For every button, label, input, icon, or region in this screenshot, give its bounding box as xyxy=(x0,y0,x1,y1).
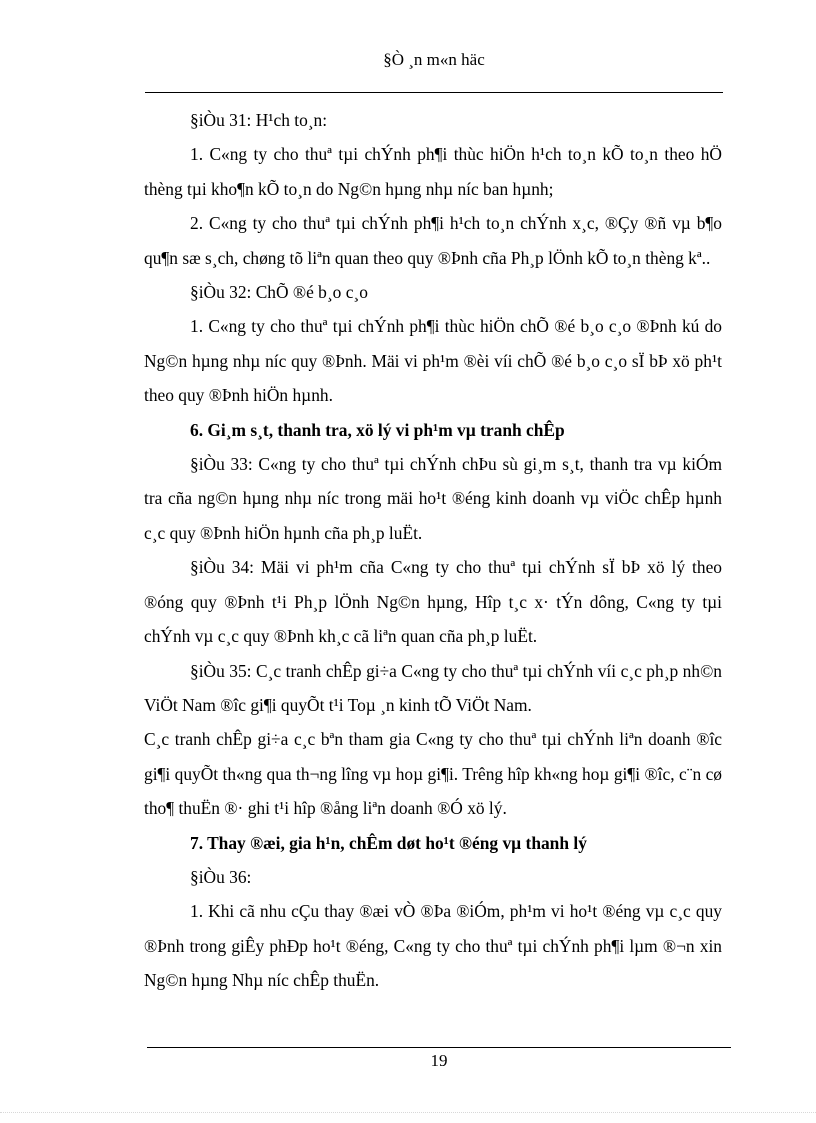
article-32-heading: §iÒu 32: ChÕ ®é b¸o c¸o xyxy=(190,282,368,303)
section-6-heading: 6. Gi¸m s¸t, thanh tra, xö lý vi ph¹m vµ tranh chÊp xyxy=(190,419,565,440)
article-31-clause-2: 2. C«ng ty cho thuª tµi chÝnh ph¶i h¹ch to¸n chÝnh x¸c, ®Çy ®ñ vµ b¶o qu¶n sæ s¸ch, chøng tõ liªn quan theo quy ®Þnh cña Ph¸p lÖnh kÕ to¸n thèng kª.. xyxy=(144,213,722,268)
article-32-clause-1: 1. C«ng ty cho thuª tµi chÝnh ph¶i thùc hiÖn chÕ ®é b¸o c¸o ®Þnh kú do Ng©n hµng nhµ níc quy ®Þnh. Mäi vi ph¹m ®èi víi chÕ ®é b¸o c¸o sÏ bÞ xö ph¹t theo quy ®Þnh hiÖn hµnh. xyxy=(144,316,722,406)
header-rule xyxy=(145,92,723,93)
article-35: §iÒu 35: C¸c tranh chÊp gi÷a C«ng ty cho thuª tµi chÝnh víi c¸c ph¸p nh©n ViÖt Nam ®îc gi¶i quyÕt t¹i Toµ ¸n kinh tÕ ViÖt Nam. xyxy=(144,660,722,715)
page-number: 19 xyxy=(430,1051,448,1070)
article-36-heading: §iÒu 36: xyxy=(190,866,252,887)
article-35-continuation: C¸c tranh chÊp gi÷a c¸c bªn tham gia C«ng ty cho thuª tµi chÝnh liªn doanh ®îc gi¶i quyÕt th«ng qua th¬ng lîng vµ hoµ gi¶i. Trêng hîp kh«ng hoµ gi¶i ®îc, c¨n cø tho¶ thuËn ®· ghi t¹i hîp ®ång liªn doanh ®Ó xö lý. xyxy=(144,729,722,819)
page-edge-divider xyxy=(0,1112,816,1113)
article-31-heading: §iÒu 31: H¹ch to¸n: xyxy=(190,110,328,130)
article-31-clause-1: 1. C«ng ty cho thuª tµi chÝnh ph¶i thùc hiÖn h¹ch to¸n kÕ to¸n theo hÖ thèng tµi kho¶n kÕ to¸n do Ng©n hµng nhµ níc ban hµnh; xyxy=(144,144,722,199)
article-33: §iÒu 33: C«ng ty cho thuª tµi chÝnh chÞu sù gi¸m s¸t, thanh tra vµ kiÓm tra cña ng©n hµng nhµ níc trong mäi ho¹t ®éng kinh doanh vµ viÖc chÊp hµnh c¸c quy ®Þnh hiÖn hµnh cña ph¸p luËt. xyxy=(144,454,722,543)
page-header: §Ò ¸n m«n häc xyxy=(383,50,485,69)
section-7-heading: 7. Thay ®æi, gia h¹n, chÊm døt ho¹t ®éng vµ thanh lý xyxy=(190,832,587,853)
document-body xyxy=(144,103,722,998)
article-36-clause-1: 1. Khi cã nhu cÇu thay ®æi vÒ ®Þa ®iÓm, ph¹m vi ho¹t ®éng vµ c¸c quy ®Þnh trong giÊy phÐp ho¹t ®éng, C«ng ty cho thuª tµi chÝnh ph¶i lµm ®¬n xin Ng©n hµng Nhµ níc chÊp thuËn. xyxy=(144,901,722,991)
article-34: §iÒu 34: Mäi vi ph¹m cña C«ng ty cho thuª tµi chÝnh sÏ bÞ xö lý theo ®óng quy ®Þnh t¹i Ph¸p lÖnh Ng©n hµng, Hîp t¸c x· tÝn dông, C«ng ty tµi chÝnh vµ c¸c quy ®Þnh kh¸c cã liªn quan cña ph¸p luËt. xyxy=(144,557,722,647)
footer-rule xyxy=(147,1047,731,1048)
